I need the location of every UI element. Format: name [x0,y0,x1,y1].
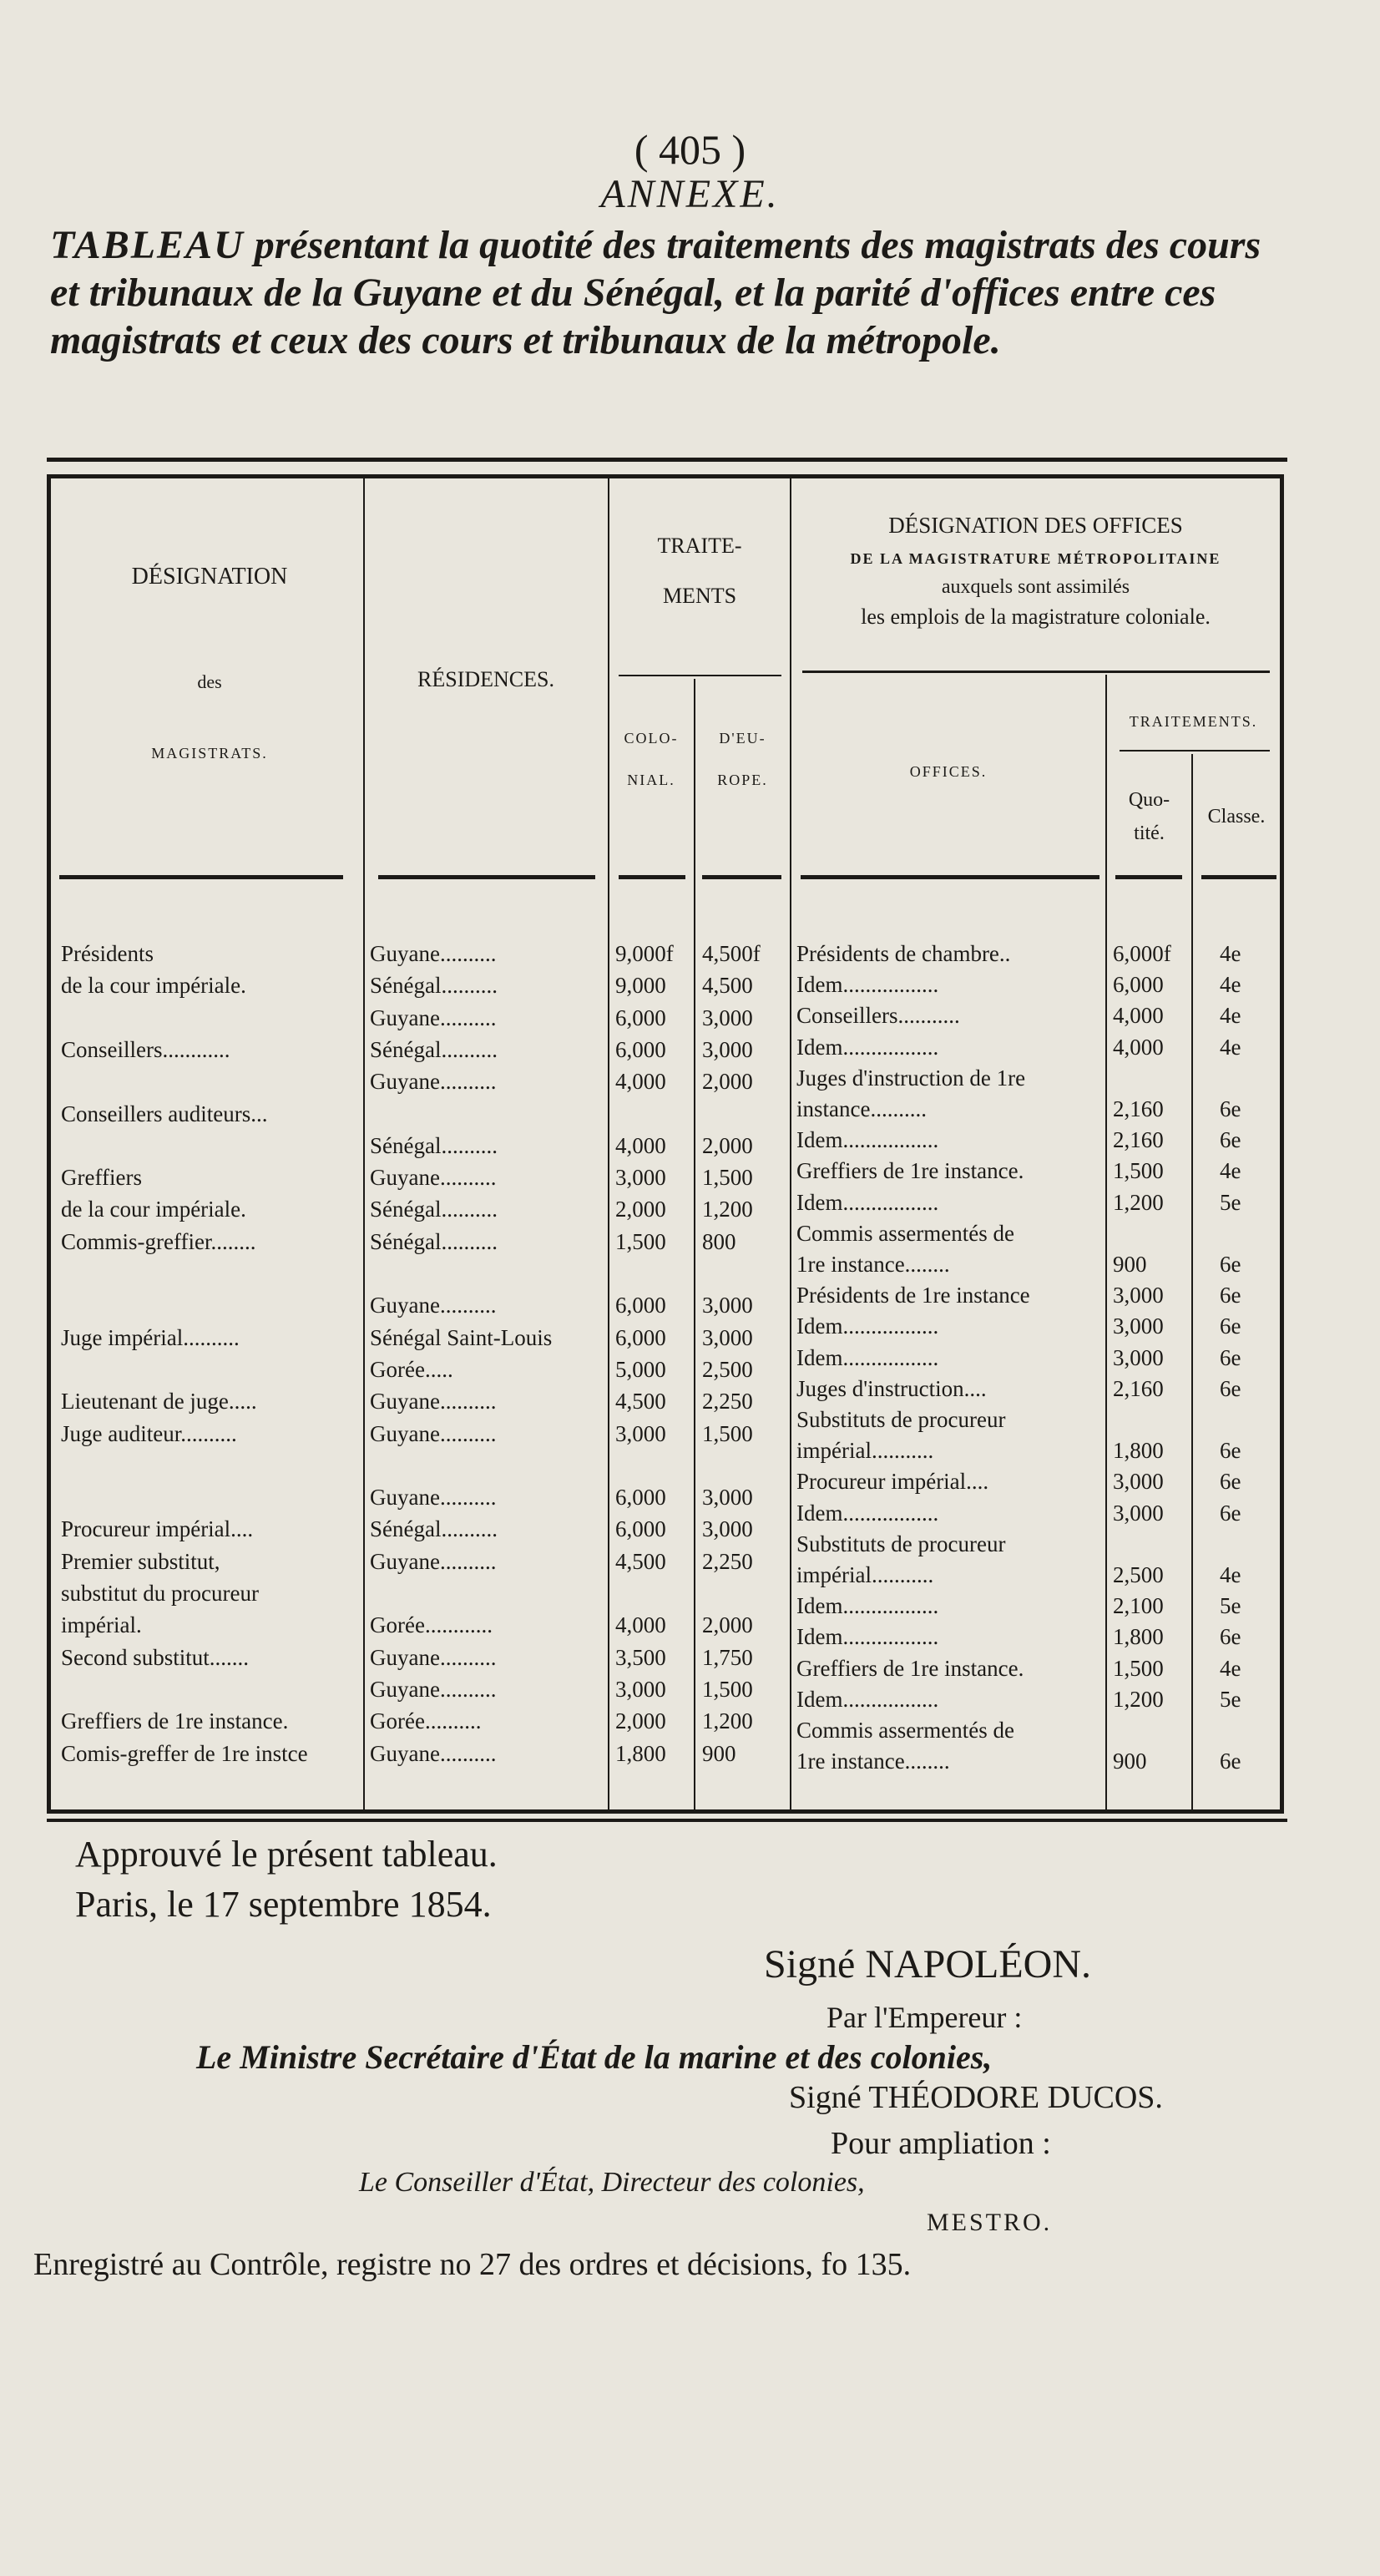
annex-title: ANNEXE. [600,172,780,216]
header-rule [619,875,685,879]
col-divider [608,478,609,1809]
left-colonial: 4,000 [615,1612,666,1638]
right-quotite: 6,000f [1113,941,1171,966]
right-quotite: 1,800 [1113,1624,1164,1650]
right-classe: 6e [1220,1283,1241,1308]
left-europe: 900 [702,1740,736,1766]
table-title [50,221,1277,364]
right-classe: 4e [1220,972,1241,998]
left-colonial: 6,000 [615,1324,666,1350]
right-classe: 6e [1220,1469,1241,1495]
left-colonial: 2,000 [615,1197,666,1222]
left-residence: Guyane.......... [370,1485,497,1511]
ampliation: Pour ampliation : [831,2126,1051,2161]
right-classe: 4e [1220,1655,1241,1681]
right-classe: 6e [1220,1252,1241,1277]
right-classe: 6e [1220,1096,1241,1121]
header-europe: D'EU- [719,730,766,746]
left-residence: Guyane.......... [370,1676,497,1702]
table-bottom-rule [47,1819,1287,1822]
minister-line: Le Ministre Secrétaire d'État de la marine et des colonies, [196,2038,993,2076]
left-residence: Guyane.......... [370,1548,497,1574]
title-rule [47,458,1287,462]
header-rule [801,875,1099,879]
header-traitements-right: TRAITEMENTS. [1129,713,1258,730]
left-residence: Guyane.......... [370,1644,497,1670]
left-designation: de la cour impériale. [61,1197,246,1222]
left-colonial: 4,500 [615,1548,666,1574]
left-residence: Sénégal Saint-Louis [370,1324,553,1350]
left-designation: Présidents [61,941,154,966]
right-quotite: 900 [1113,1749,1147,1774]
right-office: Idem................. [796,1593,939,1619]
left-residence: Guyane.......... [370,1005,497,1030]
header-designation: DÉSIGNATION [131,564,288,590]
header-residences: RÉSIDENCES. [417,667,554,691]
header-colonial-2: NIAL. [627,772,675,788]
right-classe: 5e [1220,1593,1241,1619]
right-quotite: 2,160 [1113,1096,1164,1121]
left-colonial: 9,000 [615,973,666,999]
right-classe: 6e [1220,1438,1241,1464]
left-residence: Sénégal.......... [370,1132,498,1158]
left-europe: 1,750 [702,1644,753,1670]
right-quotite: 6,000 [1113,972,1164,998]
left-colonial: 3,000 [615,1676,666,1702]
col-divider [790,478,791,1809]
right-classe: 5e [1220,1686,1241,1712]
right-office: Idem................. [796,1624,939,1650]
left-residence: Sénégal.......... [370,1036,498,1062]
right-office: 1re instance........ [796,1749,950,1774]
header-colonial: COLO- [624,730,679,746]
right-classe: 6e [1220,1313,1241,1339]
right-office: Présidents de chambre.. [796,941,1011,966]
left-europe: 2,000 [702,1132,753,1158]
right-classe: 6e [1220,1624,1241,1650]
left-designation: substitut du procureur [61,1581,259,1606]
right-classe: 6e [1220,1500,1241,1526]
right-classe: 4e [1220,941,1241,966]
councillor-line: Le Conseiller d'État, Directeur des colonies, [359,2167,865,2198]
left-europe: 3,000 [702,1324,753,1350]
header-rule [1120,750,1270,752]
left-residence: Sénégal.......... [370,1516,498,1542]
signature-napoleon: Signé NAPOLÉON. [764,1942,1091,1986]
page-number: ( 405 ) [634,126,746,173]
header-quotite-2: tité. [1134,822,1165,844]
left-colonial: 3,000 [615,1165,666,1191]
left-colonial: 9,000f [615,941,674,966]
left-europe: 1,200 [702,1708,753,1734]
header-rule [378,875,595,879]
right-office: Juges d'instruction.... [796,1375,987,1401]
right-classe: 6e [1220,1375,1241,1401]
left-europe: 2,250 [702,1389,753,1415]
left-designation: Greffiers [61,1165,142,1191]
right-classe: 4e [1220,1158,1241,1184]
left-europe: 3,000 [702,1516,753,1542]
right-quotite: 1,500 [1113,1158,1164,1184]
header-offices-col: OFFICES. [909,763,988,780]
left-europe: 2,000 [702,1069,753,1095]
header-offices-sub2: auxquels sont assimilés [941,576,1130,598]
right-office: impérial........... [796,1562,934,1587]
left-europe: 3,000 [702,1036,753,1062]
left-colonial: 2,000 [615,1708,666,1734]
right-office: instance.......... [796,1096,927,1121]
left-designation: Juge impérial.......... [61,1324,240,1350]
header-quotite: Quo- [1128,789,1170,811]
left-colonial: 3,000 [615,1420,666,1446]
right-quotite: 3,000 [1113,1469,1164,1495]
left-residence: Guyane.......... [370,1165,497,1191]
header-rule [619,675,781,676]
right-classe: 4e [1220,1562,1241,1587]
left-colonial: 6,000 [615,1485,666,1511]
left-designation: Commis-greffier........ [61,1228,256,1254]
left-residence: Gorée..... [370,1356,453,1382]
right-quotite: 3,000 [1113,1344,1164,1370]
left-residence: Gorée.......... [370,1708,482,1734]
header-rule [802,671,1270,673]
right-office: Idem................. [796,1686,939,1712]
right-office: Substituts de procureur [796,1531,1006,1556]
left-europe: 1,500 [702,1165,753,1191]
left-designation: Conseillers............ [61,1036,230,1062]
left-europe: 4,500 [702,973,753,999]
right-quotite: 1,500 [1113,1655,1164,1681]
right-office: Idem................. [796,1313,939,1339]
left-designation: Second substitut....... [61,1644,250,1670]
left-designation: Procureur impérial.... [61,1516,254,1542]
col-divider [694,679,695,1809]
right-quotite: 1,200 [1113,1686,1164,1712]
right-quotite: 2,500 [1113,1562,1164,1587]
right-quotite: 2,160 [1113,1127,1164,1153]
right-office: 1re instance........ [796,1252,950,1277]
right-quotite: 2,160 [1113,1375,1164,1401]
left-residence: Guyane.......... [370,1420,497,1446]
right-classe: 6e [1220,1749,1241,1774]
left-europe: 800 [702,1228,736,1254]
right-classe: 6e [1220,1127,1241,1153]
header-designation-magistrats: MAGISTRATS. [151,745,268,762]
left-designation: Juge auditeur.......... [61,1420,237,1446]
right-office: Idem................. [796,1500,939,1526]
approval-line: Approuvé le présent tableau. [75,1834,498,1875]
right-office: Présidents de 1re instance [796,1283,1030,1308]
signature-mestro: MESTRO. [927,2209,1053,2236]
right-office: impérial........... [796,1438,934,1464]
right-classe: 5e [1220,1189,1241,1215]
left-residence: Guyane.......... [370,941,497,966]
left-colonial: 1,800 [615,1740,666,1766]
right-quotite: 3,000 [1113,1313,1164,1339]
title-lead: TABLEAU [50,223,245,267]
right-office: Procureur impérial.... [796,1469,989,1495]
col-divider [1191,754,1193,1809]
left-residence: Sénégal.......... [370,1197,498,1222]
left-designation: Conseillers auditeurs... [61,1101,268,1126]
header-rule [1201,875,1276,879]
signature-ducos: Signé THÉODORE DUCOS. [789,2080,1163,2115]
header-offices-sub3: les emplois de la magistrature coloniale. [861,605,1211,629]
right-office: Greffiers de 1re instance. [796,1158,1024,1184]
header-offices-title: DÉSIGNATION DES OFFICES [888,513,1183,538]
left-designation: Greffiers de 1re instance. [61,1708,289,1734]
registration-line: Enregistré au Contrôle, registre no 27 des ordres et décisions, fo 135. [33,2247,912,2282]
right-quotite: 900 [1113,1252,1147,1277]
left-colonial: 1,500 [615,1228,666,1254]
left-residence: Sénégal.......... [370,1228,498,1254]
right-quotite: 3,000 [1113,1500,1164,1526]
left-colonial: 5,000 [615,1356,666,1382]
left-designation: impérial. [61,1612,142,1638]
right-quotite: 3,000 [1113,1283,1164,1308]
left-residence: Gorée............ [370,1612,493,1638]
left-europe: 1,500 [702,1420,753,1446]
left-colonial: 3,500 [615,1644,666,1670]
header-designation-des: des [197,671,222,692]
left-colonial: 6,000 [615,1005,666,1030]
right-quotite: 1,200 [1113,1189,1164,1215]
left-europe: 3,000 [702,1293,753,1318]
left-residence: Sénégal.......... [370,973,498,999]
left-europe: 3,000 [702,1005,753,1030]
right-office: Idem................. [796,1189,939,1215]
right-office: Greffiers de 1re instance. [796,1655,1024,1681]
header-europe-2: ROPE. [717,772,768,788]
header-offices-sub1: DE LA MAGISTRATURE MÉTROPOLITAINE [850,550,1221,567]
left-residence: Guyane.......... [370,1069,497,1095]
right-office: Idem................. [796,972,939,998]
right-office: Idem................. [796,1344,939,1370]
left-colonial: 6,000 [615,1293,666,1318]
left-colonial: 4,500 [615,1389,666,1415]
left-europe: 2,000 [702,1612,753,1638]
salary-table [47,474,1284,1814]
header-classe: Classe. [1207,806,1266,827]
left-europe: 2,250 [702,1548,753,1574]
place-date: Paris, le 17 septembre 1854. [75,1884,492,1925]
right-office: Conseillers........... [796,1003,960,1029]
left-europe: 2,500 [702,1356,753,1382]
right-quotite: 1,800 [1113,1438,1164,1464]
left-colonial: 6,000 [615,1036,666,1062]
header-rule [59,875,343,879]
left-designation: Comis-greffer de 1re instce [61,1740,308,1766]
header-rule [702,875,781,879]
left-colonial: 4,000 [615,1132,666,1158]
title-rest: présentant la quotité des traitements des magistrats des cours et tribunaux de la Guyane et du Sénégal, et la parité d'offices entre ces magistrats et ceux des cours et tribunaux de la métropole. [50,223,1261,362]
left-designation: Premier substitut, [61,1548,220,1574]
header-traitements: TRAITE- [657,534,742,558]
by-emperor: Par l'Empereur : [826,2001,1023,2034]
left-europe: 4,500f [702,941,761,966]
left-europe: 1,200 [702,1197,753,1222]
left-colonial: 4,000 [615,1069,666,1095]
right-classe: 4e [1220,1034,1241,1060]
right-quotite: 2,100 [1113,1593,1164,1619]
right-office: Commis assermentés de [796,1220,1014,1246]
right-office: Idem................. [796,1034,939,1060]
right-office: Idem................. [796,1127,939,1153]
header-rule [1115,875,1182,879]
right-office: Substituts de procureur [796,1407,1006,1432]
right-office: Commis assermentés de [796,1718,1014,1743]
right-classe: 4e [1220,1003,1241,1029]
left-residence: Guyane.......... [370,1740,497,1766]
left-europe: 3,000 [702,1485,753,1511]
right-classe: 6e [1220,1344,1241,1370]
left-colonial: 6,000 [615,1516,666,1542]
left-europe: 1,500 [702,1676,753,1702]
right-office: Juges d'instruction de 1re [796,1065,1026,1091]
left-residence: Guyane.......... [370,1389,497,1415]
header-traitements-2: MENTS [662,584,737,608]
right-quotite: 4,000 [1113,1034,1164,1060]
left-residence: Guyane.......... [370,1293,497,1318]
left-designation: de la cour impériale. [61,973,246,999]
right-quotite: 4,000 [1113,1003,1164,1029]
left-designation: Lieutenant de juge..... [61,1389,257,1415]
